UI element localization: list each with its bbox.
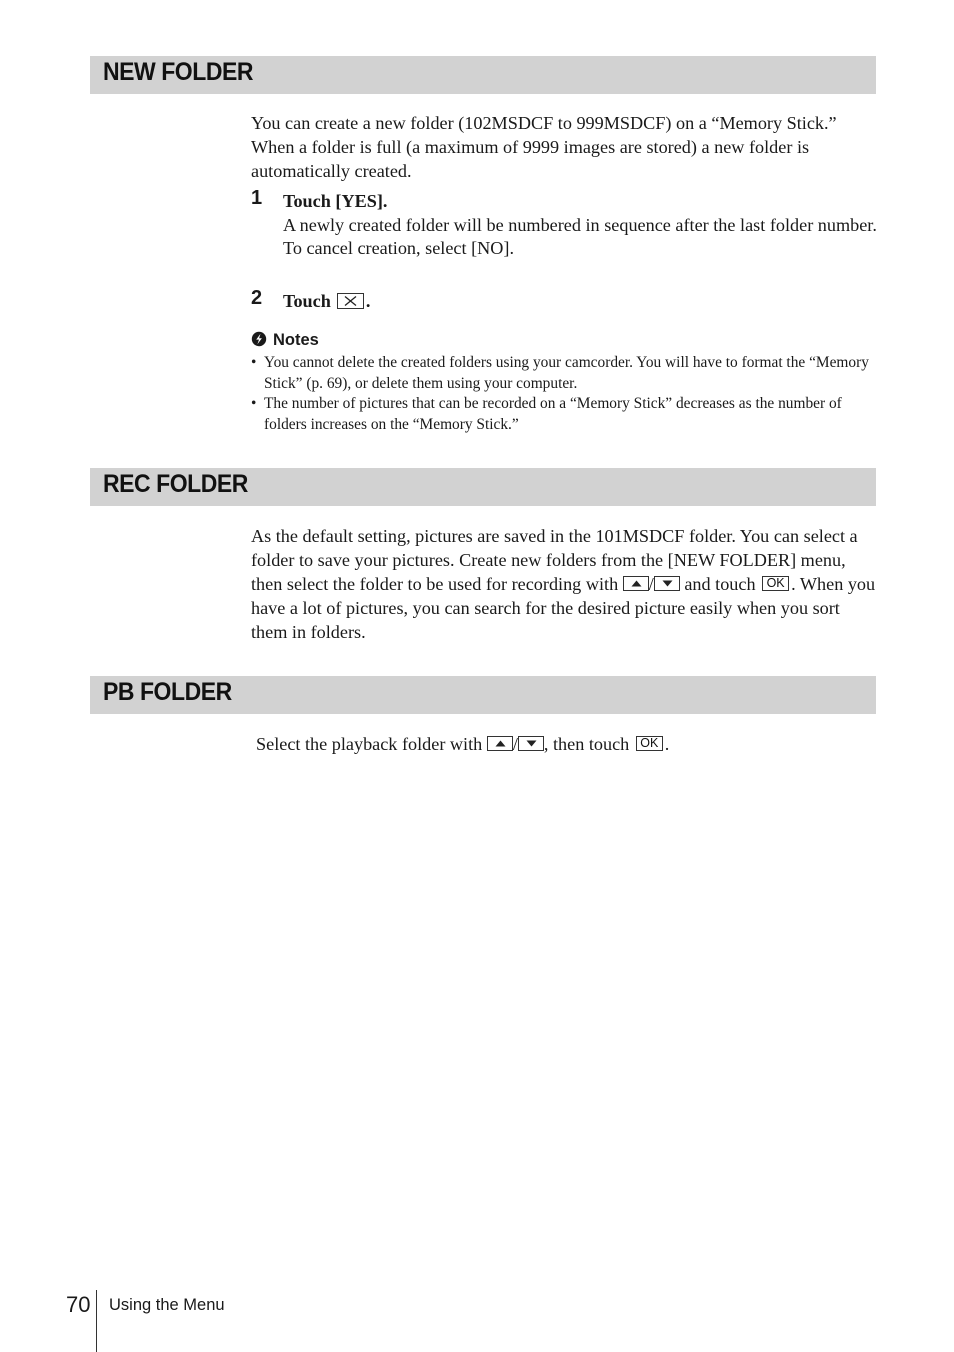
- page-number: 70: [66, 1292, 91, 1317]
- step-title: Touch: [283, 291, 331, 311]
- notes-heading: [251, 331, 319, 350]
- up-arrow-icon[interactable]: [487, 736, 513, 751]
- step-description: A newly created folder will be numbered in sequence after the last folder number.: [283, 215, 877, 235]
- step-number: 1: [251, 187, 263, 209]
- note-item: • You cannot delete the created folders using your camcorder. You will have to format the “Memory Stick” (p. 69), or delete them using your computer.: [251, 353, 877, 394]
- pb-folder-text-b: , then touch: [543, 734, 630, 754]
- section-bar-rec-folder: [90, 468, 876, 506]
- section-bar-new-folder: [90, 56, 876, 94]
- step-1: [251, 187, 877, 260]
- rec-folder-text: [251, 524, 877, 644]
- note-item: • The number of pictures that can be recorded on a “Memory Stick” decreases as the number of folders increases on the “Memory Stick.”: [251, 394, 877, 435]
- step-2: [251, 287, 877, 313]
- step-description-cancel: To cancel creation, select [NO].: [283, 238, 515, 258]
- notes-title: Notes: [273, 331, 319, 349]
- heading-new-folder: NEW FOLDER: [103, 58, 254, 86]
- section-bar-pb-folder: [90, 676, 876, 714]
- new-folder-intro: You can create a new folder (102MSDCF to 999MSDCF) on a “Memory Stick.” When a folder is full (a maximum of 9999 images are stored) a new folder is automatically created.: [251, 113, 837, 181]
- ok-button[interactable]: OK: [636, 736, 663, 751]
- rec-folder-text-b: and touch: [684, 574, 756, 594]
- down-arrow-icon[interactable]: [654, 576, 680, 591]
- pb-folder-text-a: Select the playback folder with: [256, 734, 483, 754]
- slash: /: [648, 574, 654, 594]
- pb-folder-text-c: .: [664, 734, 670, 754]
- heading-rec-folder: REC FOLDER: [103, 470, 248, 498]
- ok-button[interactable]: OK: [762, 576, 789, 591]
- step-title: Touch [YES].: [283, 191, 388, 211]
- rec-folder-text-c: . When you have a lot of pictures, you can search for the desired picture easily when you sort them in folders.: [251, 574, 876, 642]
- down-arrow-icon[interactable]: [518, 736, 544, 751]
- caution-icon: [251, 331, 267, 347]
- pb-folder-text: [256, 732, 882, 756]
- close-x-icon[interactable]: [337, 293, 364, 309]
- footer-divider: [96, 1290, 97, 1352]
- heading-pb-folder: PB FOLDER: [103, 678, 232, 706]
- rec-folder-text-a: As the default setting, pictures are saved in the 101MSDCF folder. You can select a folder to save your pictures. Create new folders from the [NEW FOLDER] menu, then select the folder to be used for recording with: [251, 526, 858, 594]
- slash: /: [512, 734, 518, 754]
- footer-section-title: Using the Menu: [109, 1296, 225, 1314]
- notes-list: [251, 353, 877, 435]
- step-end: .: [365, 291, 371, 311]
- step-number: 2: [251, 287, 263, 309]
- up-arrow-icon[interactable]: [623, 576, 649, 591]
